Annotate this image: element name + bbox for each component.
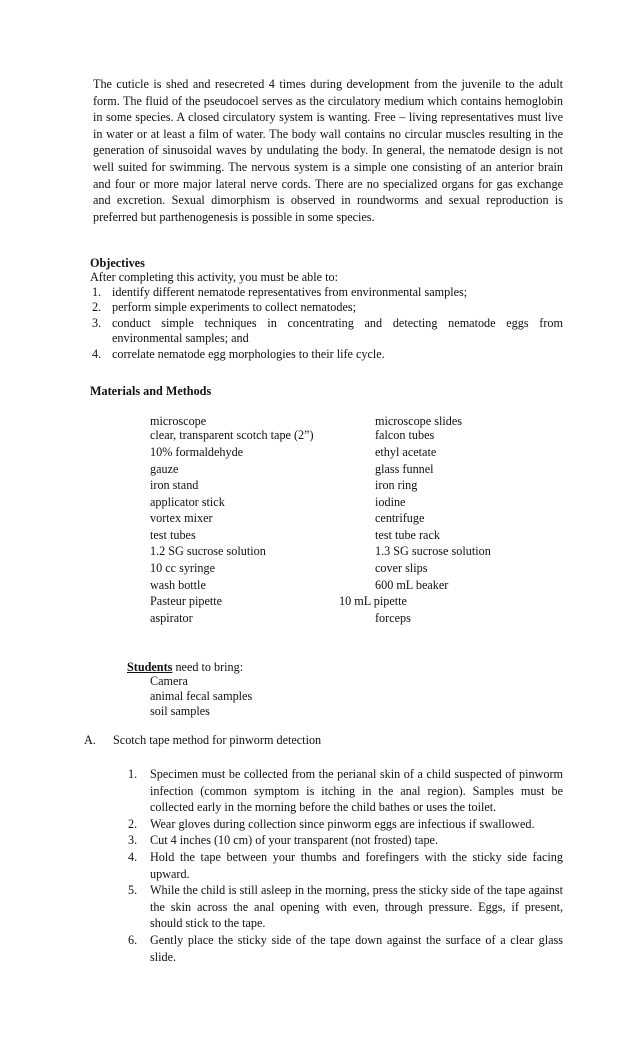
students-bring-label: [127, 660, 243, 675]
list-text: correlate nematode egg morphologies to their life cycle.: [112, 346, 385, 361]
list-number: 4.: [92, 346, 102, 361]
material-item: Pasteur pipette: [150, 594, 223, 608]
material-item: test tubes: [150, 528, 196, 542]
students-label: Students: [127, 660, 173, 674]
step-text: Hold the tape between your thumbs and forefingers with the sticky side facing upward.: [150, 849, 563, 881]
material-item: falcon tubes: [375, 428, 435, 442]
list-text: identify different nematode representatives from environmental samples;: [112, 285, 468, 299]
material-item: cover slips: [375, 561, 428, 575]
bring-item: animal fecal samples: [150, 689, 253, 703]
objectives-heading: Objectives: [90, 256, 145, 270]
step-number: 5.: [128, 883, 138, 898]
step-text: Gently place the sticky side of the tape down against the surface of a clear glass slide.: [150, 932, 563, 964]
material-item: applicator stick: [150, 495, 225, 509]
material-item: wash bottle: [150, 578, 206, 592]
material-item: ethyl acetate: [375, 445, 437, 459]
section-letter: A.: [84, 733, 96, 747]
intro-paragraph: [93, 76, 563, 225]
step-item: [128, 766, 563, 816]
material-item: 600 mL beaker: [375, 578, 449, 592]
list-item: [90, 347, 563, 362]
material-item: 1.3 SG sucrose solution: [375, 544, 491, 558]
bring-item: soil samples: [150, 704, 210, 718]
section-title: Scotch tape method for pinworm detection: [113, 733, 322, 747]
material-item: 10% formaldehyde: [150, 445, 244, 459]
step-item: [128, 882, 563, 932]
step-number: 6.: [128, 932, 138, 947]
step-item: [128, 932, 563, 965]
material-item: test tube rack: [375, 528, 440, 542]
material-item: 10 mL pipette: [339, 594, 407, 608]
material-item: 1.2 SG sucrose solution: [150, 544, 266, 558]
material-item: vortex mixer: [150, 511, 213, 525]
step-item: [128, 832, 563, 849]
material-item: 10 cc syringe: [150, 561, 215, 575]
material-item: clear, transparent scotch tape (2”): [150, 428, 314, 442]
step-text: Specimen must be collected from the perianal skin of a child suspected of pinworm infection (common symptom is itching in the anal region). Samples must be collected early in the morning before the child bathes or uses the toilet.: [150, 767, 563, 815]
material-item: aspirator: [150, 611, 193, 625]
material-item: forceps: [375, 611, 411, 625]
objectives-list: [90, 285, 563, 362]
material-item: microscope slides: [375, 414, 462, 428]
students-suffix: need to bring:: [172, 660, 244, 674]
step-number: 1.: [128, 767, 138, 781]
bring-item: Camera: [150, 674, 188, 688]
step-item: [128, 816, 563, 833]
material-item: glass funnel: [375, 462, 434, 476]
list-item: [90, 316, 563, 347]
list-text: conduct simple techniques in concentrating and detecting nematode eggs from environmental samples; and: [112, 315, 563, 346]
list-number: 2.: [92, 300, 102, 315]
material-item: centrifuge: [375, 511, 425, 525]
material-item: iodine: [375, 495, 406, 509]
materials-heading: Materials and Methods: [90, 384, 212, 398]
step-text: Wear gloves during collection since pinworm eggs are infectious if swallowed.: [150, 816, 535, 831]
objectives-lead: After completing this activity, you must be able to:: [90, 270, 338, 284]
list-item: [90, 300, 563, 315]
step-number: 2.: [128, 816, 138, 831]
list-item: [90, 285, 563, 300]
step-text: Cut 4 inches (10 cm) of your transparent (not frosted) tape.: [150, 833, 439, 848]
step-text: While the child is still asleep in the morning, press the sticky side of the tape against the skin across the anal opening with even, through pressure. Eggs, if present, should stick to the tape.: [150, 883, 563, 931]
list-number: 3.: [92, 315, 102, 330]
material-item: iron ring: [375, 478, 418, 492]
intro-text: The cuticle is shed and resecreted 4 times during development from the juvenile to the adult form. The fluid of the pseudocoel serves as the circulatory medium which contains hemoglobin in some species. A closed circulatory system is wanting. Free – living representatives must live in water or at least a film of water. The body wall contains no circular muscles resulting in the generation of sinusoidal waves by undulating the body. In general, the nematode design is not well suited for swimming. The nervous system is a simple one consisting of an anterior brain and four or more major lateral nerve cords. There are no specialized organs for gas exchange and excretion. Sexual dimorphism is observed in roundworms and sexual reproduction is preferred but parthenogenesis is possible in some species.: [93, 77, 563, 224]
procedure-steps: [128, 766, 563, 965]
step-number: 3.: [128, 833, 138, 848]
material-item: microscope: [150, 414, 207, 428]
material-item: gauze: [150, 462, 179, 476]
step-item: [128, 849, 563, 882]
list-number: 1.: [92, 285, 102, 299]
material-item: iron stand: [150, 478, 199, 492]
list-text: perform simple experiments to collect nematodes;: [112, 300, 357, 315]
step-number: 4.: [128, 849, 138, 864]
